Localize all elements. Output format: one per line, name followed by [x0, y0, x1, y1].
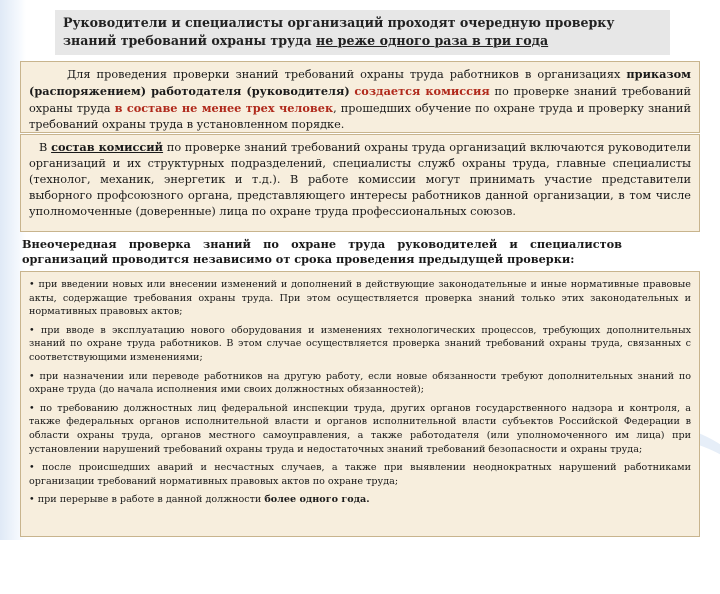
list-item: • при назначении или переводе работников на другую работу, если новые обязанности требуют дополнительных знаний по охране труда (до начала исполнения ими своих должностных обязанностей);	[29, 370, 691, 396]
list-item: • по требованию должностных лиц федеральной инспекции труда, других органов государственного надзора и контроля, а также федеральных органов исполнительной власти и органов исполнительной власти субъектов Российской Федерации в области охраны труда, органов местного самоуправления, а также работодателя (или уполномоченного им лица) при установлении нарушений требований охраны труда и недостаточных знаний требований безопасности и охраны труда;	[29, 402, 691, 455]
list-item: • при введении новых или внесении изменений и дополнений в действующие законодательные и иные нормативные правовые акты, содержащие требования охраны труда. При этом осуществляется проверка знаний только этих законодательных и нормативных правовых актов;	[29, 279, 691, 318]
order-bold-text: приказом (распоряжением) работодателя (руководителя)	[29, 67, 691, 98]
commission-composition-paragraph: В состав комиссий по проверке знаний требований охраны труда организаций включаются руководители организаций и их структурных подразделений, специалисты служб охраны труда, главные специалисты (технолог, механик, энергетик и т.д.). В работе комиссии могут принимать участие представители выборного профсоюзного органа, представляющего интересы работников данной организации, в том числе уполномоченные (доверенные) лица по охране труда профессиональных союзов.	[20, 134, 700, 232]
list-item: • при вводе в эксплуатацию нового оборудования и изменениях технологических процессов, требующих дополнительных знаний по охране труда работников. В этом случае осуществляется проверка знаний требований охраны труда, связанных с соответствующими изменениями;	[29, 324, 691, 363]
extraordinary-check-list	[20, 271, 700, 537]
duration-bold-text: более одного года.	[264, 494, 370, 506]
list-item-last: • при перерыве в работе в данной должности более одного года.	[29, 494, 370, 506]
commission-creation-paragraph: Для проведения проверки знаний требований охраны труда работников в организациях приказом (распоряжением) работодателя (руководителя) создается комиссия по проверке знаний требований охраны труда в составе не менее трех человек, прошедших обучение по охране труда и проверку знаний требований охраны труда в установленном порядке.	[20, 61, 700, 133]
slide-title	[55, 10, 670, 55]
list-item: • после происшедших аварий и несчастных случаев, а также при выявлении неоднократных нарушений работниками организации требований нормативных правовых актов по охране труда;	[29, 462, 691, 487]
extraordinary-check-heading: Внеочередная проверка знаний по охране труда руководителей и специалистов организаций проводится независимо от срока проведения предыдущей проверки:	[22, 237, 622, 266]
commission-highlight: создается комиссия	[354, 84, 490, 98]
title-underlined-text: не реже одного раза в три года	[316, 33, 549, 48]
commission-composition-heading: состав комиссий	[51, 140, 164, 154]
members-count-highlight: в составе не менее трех человек	[114, 101, 334, 115]
title-text: Руководители и специалисты организаций проходят очередную проверку знаний требований охраны труда	[63, 15, 615, 48]
